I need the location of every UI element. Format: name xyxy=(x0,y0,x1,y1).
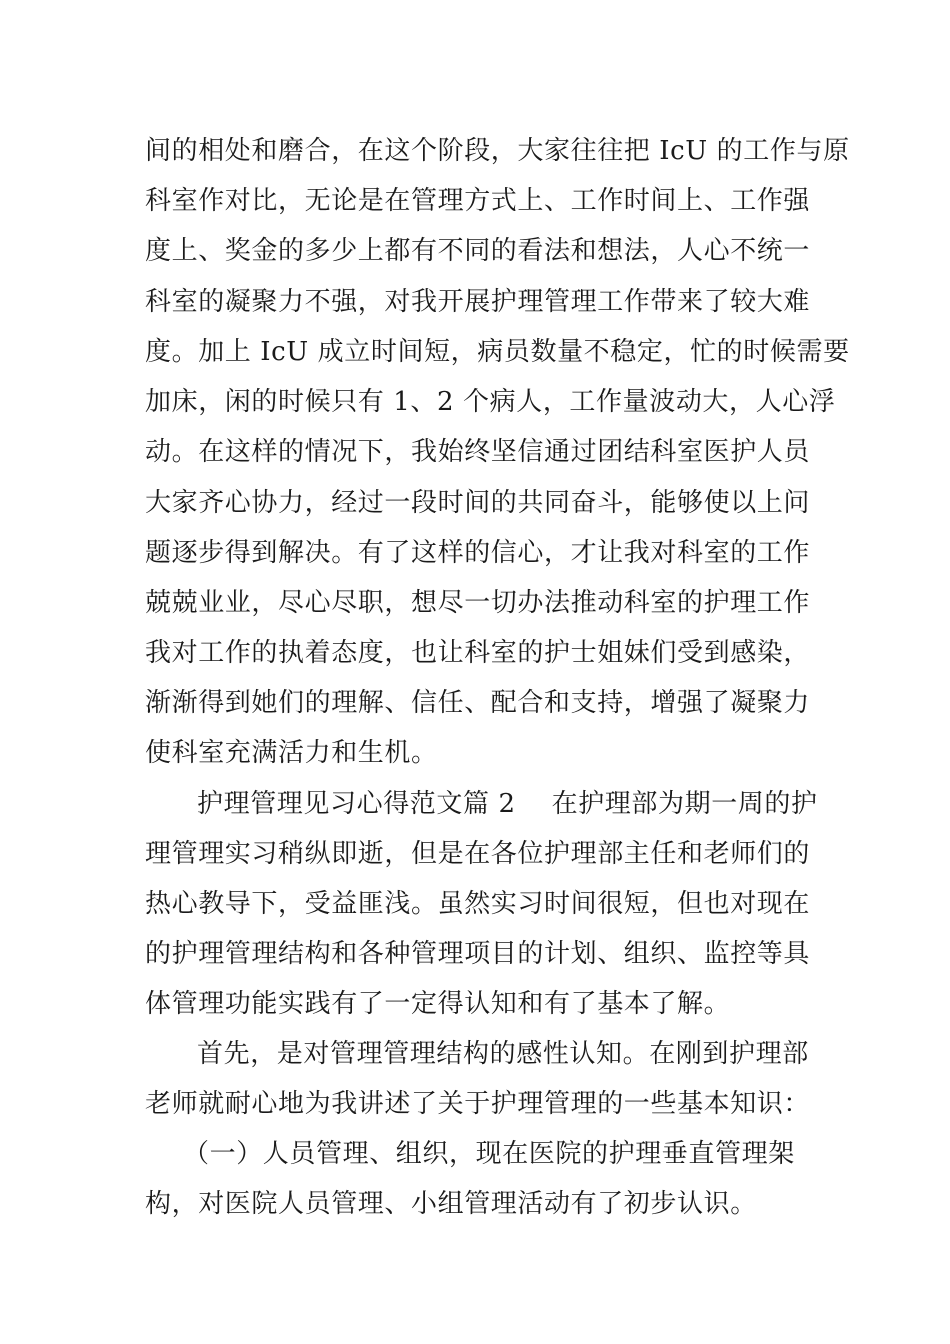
text-line: 科室的凝聚力不强，对我开展护理管理工作带来了较大难 xyxy=(145,287,811,317)
text-line: 的护理管理结构和各种管理项目的计划、组织、监控等具 xyxy=(145,939,811,969)
text-line: 使科室充满活力和生机。 xyxy=(145,738,438,768)
text-line: 加床，闲的时候只有 1、2 个病人，工作量波动大，人心浮 xyxy=(145,387,836,417)
text-line: 度上、奖金的多少上都有不同的看法和想法，人心不统一 xyxy=(145,236,811,266)
text-line: 理管理实习稍纵即逝，但是在各位护理部主任和老师们的 xyxy=(145,839,811,869)
text-line: 大家齐心协力，经过一段时间的共同奋斗，能够使以上问 xyxy=(145,488,811,518)
text-line: 间的相处和磨合，在这个阶段，大家往往把 IcU 的工作与原 xyxy=(145,136,850,166)
paragraph-first-line: 首先，是对管理管理结构的感性认知。在刚到护理部 xyxy=(197,1039,809,1069)
section-title: 护理管理见习心得范文篇 2 xyxy=(197,789,516,819)
text-line: 构，对医院人员管理、小组管理活动有了初步认识。 xyxy=(145,1189,757,1219)
text-line: 题逐步得到解决。有了这样的信心，才让我对科室的工作 xyxy=(145,538,811,568)
section-first-text: 在护理部为期一周的护 xyxy=(551,789,818,819)
text-line: 我对工作的执着态度，也让科室的护士姐妹们受到感染， xyxy=(145,638,811,668)
section-heading-line xyxy=(197,784,818,824)
text-line: 兢兢业业，尽心尽职，想尽一切办法推动科室的护理工作 xyxy=(145,588,811,618)
text-line: 科室作对比，无论是在管理方式上、工作时间上、工作强 xyxy=(145,186,811,216)
list-item-first-line: （一）人员管理、组织，现在医院的护理垂直管理架 xyxy=(183,1139,795,1169)
text-line: 热心教导下，受益匪浅。虽然实习时间很短，但也对现在 xyxy=(145,889,811,919)
text-line: 老师就耐心地为我讲述了关于护理管理的一些基本知识： xyxy=(145,1089,811,1119)
text-line: 渐渐得到她们的理解、信任、配合和支持，增强了凝聚力 xyxy=(145,688,811,718)
text-line: 体管理功能实践有了一定得认知和有了基本了解。 xyxy=(145,989,731,1019)
text-line: 度。加上 IcU 成立时间短，病员数量不稳定，忙的时候需要 xyxy=(145,337,850,367)
text-line: 动。在这样的情况下，我始终坚信通过团结科室医护人员 xyxy=(145,437,811,467)
